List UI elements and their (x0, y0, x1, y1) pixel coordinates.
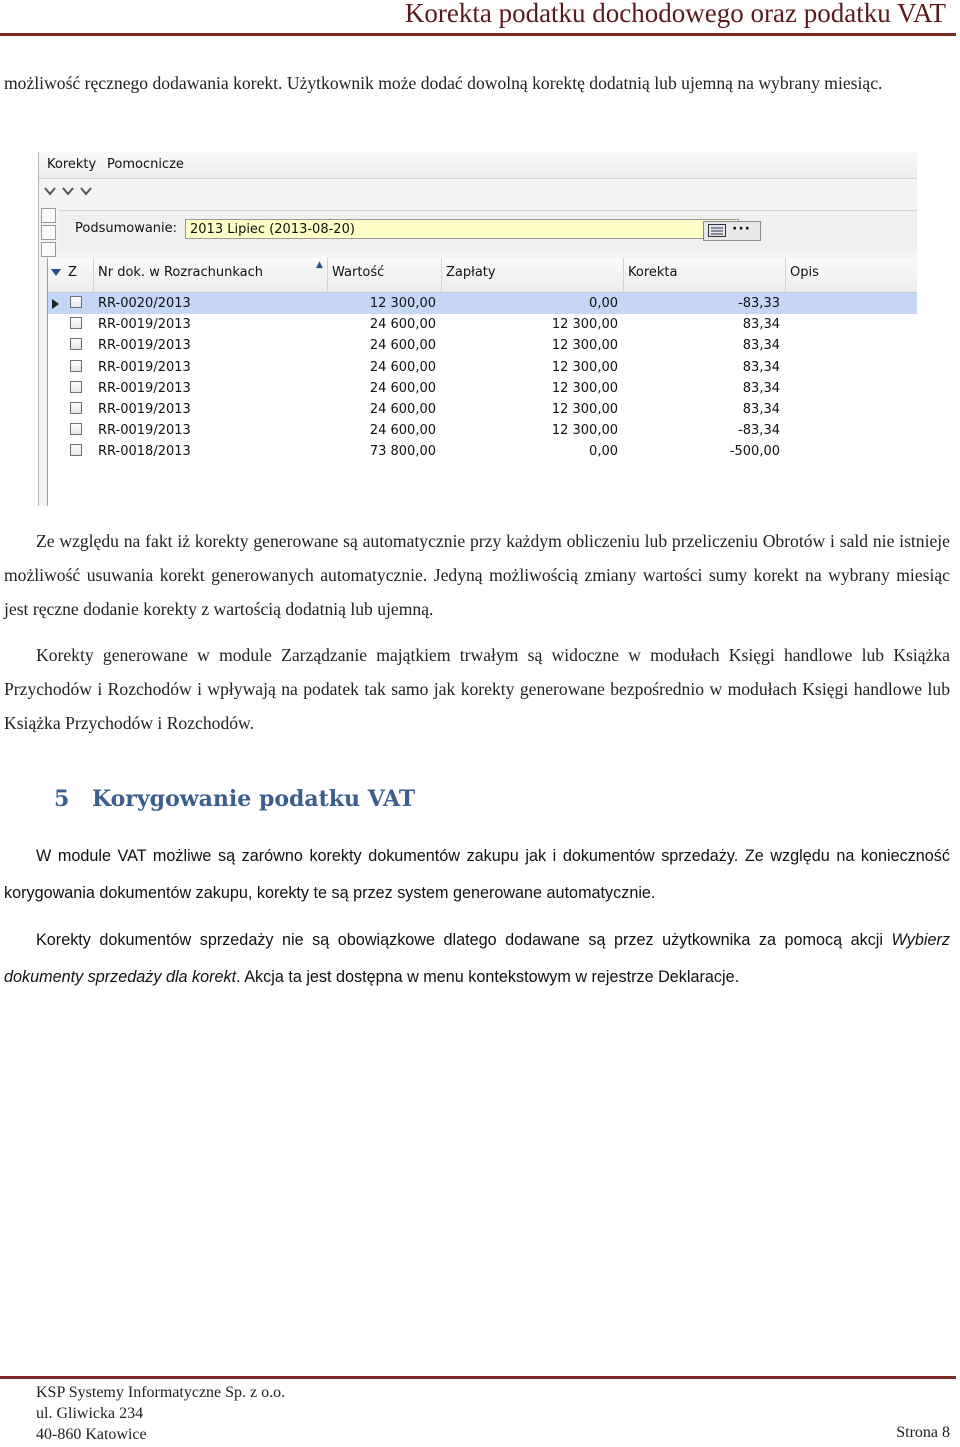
sort-ascending-icon: ▲ (316, 260, 323, 270)
footer-street: ul. Gliwicka 234 (36, 1405, 144, 1422)
cell-zaplaty: 12 300,00 (551, 423, 618, 439)
intro-paragraph: możliwość ręcznego dodawania korekt. Użytkownik może dodać dowolną korektę dodatnią lub ujemną na wybrany miesiąc. (4, 73, 883, 93)
p5-text-start: Korekty dokumentów sprzedaży nie są obowiązkowe dlatego dodawane są przez użytkownika za pomocą akcji (36, 931, 892, 949)
table-row[interactable] (48, 399, 917, 420)
cell-korekta: 83,34 (742, 402, 780, 417)
p5-text-end: . Akcja ta jest dostępna w menu kontekstowym w rejestrze Deklaracje. (236, 968, 740, 986)
paragraph-automatic-corrections: Ze względu na fakt iż korekty generowane są automatycznie przy każdym obliczeniu lub przeliczeniu Obrotów i sald nie istnieje możliwość usuwania korekt generowanych automatycznie. Jedyną możliwością zmiany wartości sumy korekt na wybrany miesiąc jest ręczne dodanie korekty z wartością dodatnią lub ujemną. (4, 531, 950, 619)
column-header-z[interactable]: Z (64, 258, 94, 292)
collapse-chevrons (43, 184, 103, 204)
cell-nr-dok: RR-0019/2013 (98, 380, 191, 396)
cell-wartosc: 24 600,00 (369, 317, 436, 333)
cell-zaplaty: 12 300,00 (551, 402, 618, 417)
cell-korekta: 83,34 (742, 380, 780, 396)
summary-label: Podsumowanie: (75, 221, 178, 236)
cell-zaplaty: 0,00 (589, 444, 618, 460)
list-icon[interactable] (708, 224, 726, 237)
summary-period-field[interactable]: 2013 Lipiec (2013-08-20) (185, 219, 739, 239)
cell-zaplaty: 12 300,00 (551, 380, 618, 396)
cell-wartosc: 24 600,00 (369, 402, 436, 417)
cell-nr-dok: RR-0019/2013 (98, 359, 191, 375)
paragraph-vat-modules: W module VAT możliwe są zarówno korekty dokumentów zakupu jak i dokumentów sprzedaży. Ze względu na konieczność korygowania dokumentów zakupu, korekty te są przez system generowane automatycznie. (4, 847, 950, 902)
table-row[interactable] (48, 335, 917, 356)
table-row[interactable] (48, 293, 917, 314)
header-rule (0, 33, 956, 36)
cell-korekta: -500,00 (729, 444, 780, 460)
cell-korekta: -83,34 (738, 423, 780, 439)
footer-company: KSP Systemy Informatyczne Sp. z o.o. (36, 1384, 286, 1401)
cell-nr-dok: RR-0020/2013 (98, 296, 191, 311)
row-checkbox[interactable] (70, 381, 82, 393)
row-checkbox[interactable] (70, 338, 82, 350)
app-screenshot (38, 152, 917, 506)
paragraph-fixed-assets-module: Korekty generowane w module Zarządzanie majątkiem trwałym są widoczne w modułach Księgi handlowe lub Książka Przychodów i Rozchodów i wpływają na podatek tak samo jak korekty generowane bezpośrednio w modułach Księgi handlowe lub Książka Przychodów i Rozchodów. (4, 645, 950, 733)
menu-item-pomocnicze[interactable]: Pomocnicze (107, 157, 184, 172)
table-row[interactable] (48, 420, 917, 441)
summary-tools (703, 221, 761, 241)
table-row[interactable] (48, 378, 917, 399)
cell-wartosc: 24 600,00 (369, 423, 436, 439)
cell-wartosc: 12 300,00 (369, 296, 436, 311)
table-row[interactable] (48, 357, 917, 378)
column-header-wartosc[interactable]: Wartość (328, 258, 442, 292)
cell-nr-dok: RR-0019/2013 (98, 317, 191, 333)
footer-rule (0, 1376, 956, 1379)
side-button[interactable] (41, 225, 56, 240)
chevron-down-icon[interactable] (43, 184, 103, 200)
column-header-nr-dok[interactable]: Nr dok. w Rozrachunkach (94, 258, 328, 292)
side-button[interactable] (41, 242, 56, 257)
current-row-arrow-icon (52, 299, 60, 309)
cell-wartosc: 24 600,00 (369, 338, 436, 354)
section-title: Korygowanie podatku VAT (92, 786, 416, 812)
column-header-zaplaty[interactable]: Zapłaty (442, 258, 624, 292)
cell-wartosc: 24 600,00 (369, 380, 436, 396)
filter-dropdown-icon[interactable] (51, 269, 61, 277)
summary-panel (59, 210, 917, 251)
column-header-opis[interactable]: Opis (790, 265, 819, 280)
section-heading (54, 786, 415, 812)
footer-address (36, 1382, 285, 1445)
cell-korekta: 83,34 (742, 338, 780, 354)
row-checkbox[interactable] (70, 360, 82, 372)
cell-korekta: -83,33 (738, 296, 780, 311)
row-checkbox[interactable] (70, 317, 82, 329)
cell-nr-dok: RR-0019/2013 (98, 423, 191, 439)
cell-korekta: 83,34 (742, 317, 780, 333)
row-checkbox[interactable] (70, 423, 82, 435)
cell-nr-dok: RR-0019/2013 (98, 402, 191, 417)
cell-wartosc: 24 600,00 (369, 359, 436, 375)
cell-zaplaty: 12 300,00 (551, 317, 618, 333)
row-checkbox[interactable] (70, 444, 82, 456)
menu-bar (39, 152, 917, 179)
panel-side-buttons (41, 208, 56, 259)
paragraph-sales-corrections (4, 922, 950, 996)
more-options-button[interactable]: ··· (732, 221, 751, 237)
footer-city: 40-860 Katowice (36, 1426, 147, 1443)
cell-zaplaty: 12 300,00 (551, 359, 618, 375)
section-number: 5 (54, 786, 70, 812)
table-row[interactable] (48, 314, 917, 335)
cell-nr-dok: RR-0018/2013 (98, 444, 191, 460)
row-checkbox[interactable] (70, 296, 82, 308)
page-number: Strona 8 (896, 1424, 950, 1441)
row-checkbox[interactable] (70, 402, 82, 414)
table-row[interactable] (48, 441, 917, 462)
page-header (0, 0, 960, 36)
cell-zaplaty: 12 300,00 (551, 338, 618, 354)
document-title: Korekta podatku dochodowego oraz podatku VAT (404, 0, 946, 28)
cell-nr-dok: RR-0019/2013 (98, 338, 191, 354)
cell-wartosc: 73 800,00 (369, 444, 436, 460)
grid-header (48, 258, 917, 293)
action-name: Wybierz dokumenty sprzedaży dla korekt (4, 931, 950, 986)
column-header-korekta[interactable]: Korekta (624, 258, 786, 292)
menu-item-korekty[interactable]: Korekty (47, 157, 97, 172)
side-button[interactable] (41, 208, 56, 223)
corrections-grid (47, 258, 917, 506)
cell-korekta: 83,34 (742, 359, 780, 375)
cell-zaplaty: 0,00 (589, 296, 618, 311)
